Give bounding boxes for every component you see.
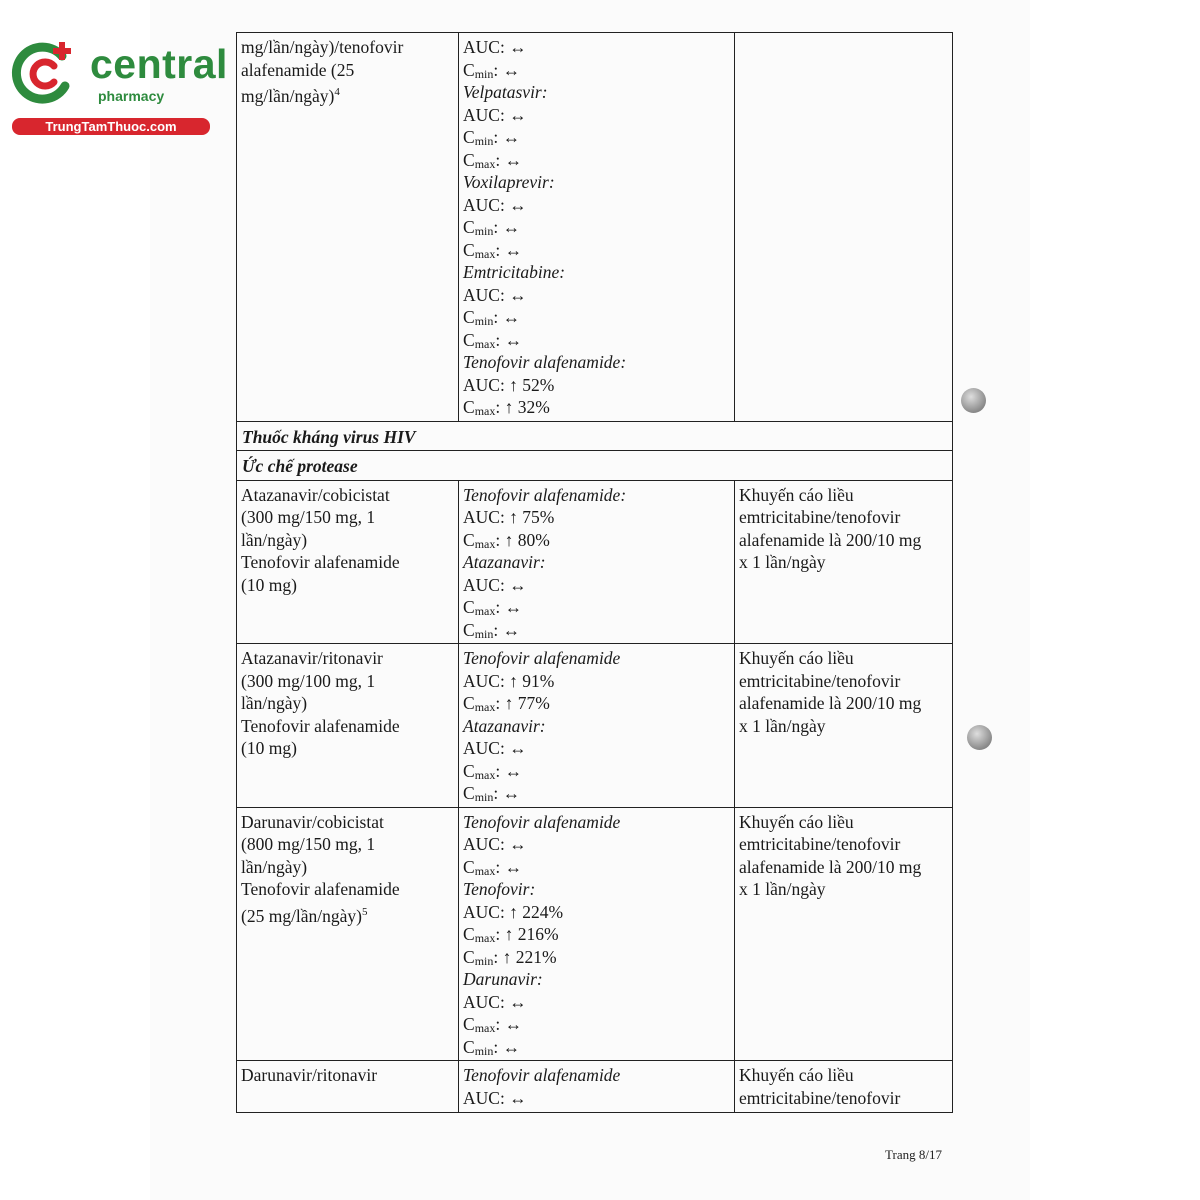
table-row <box>237 33 953 422</box>
pk-parameter: $C_{max}$: ↔ <box>463 149 523 171</box>
punch-hole <box>967 725 992 750</box>
recommendation-cell-line: emtricitabine/tenofovir <box>739 670 901 691</box>
drug-cell-line: Tenofovir alafenamide <box>241 552 400 572</box>
drug-cell-line: alafenamide (25 <box>241 59 355 80</box>
pk-parameter: $C_{max}$: ↑ 80% <box>463 529 550 551</box>
drug-cell-line: mg/lần/ngày)/tenofovir <box>241 37 404 57</box>
pk-effect-cell <box>459 1061 735 1113</box>
table-row <box>237 1061 953 1113</box>
pk-parameter: $C_{max}$: ↔ <box>463 329 523 351</box>
pk-parameter: $C_{max}$: ↔ <box>463 597 523 618</box>
recommendation-cell-line: alafenamide là 200/10 mg <box>739 693 922 713</box>
drug-name-label: Tenofovir alafenamide: <box>463 484 627 505</box>
pk-effect-cell <box>459 644 735 808</box>
recommendation-cell-line: emtricitabine/tenofovir <box>739 507 901 527</box>
punch-hole <box>961 388 986 413</box>
pk-parameter: AUC: ↑ 52% <box>463 374 555 395</box>
section-heading: Ức chế protease <box>237 451 953 481</box>
pk-parameter: $C_{min}$: ↔ <box>463 59 521 81</box>
recommendation-cell <box>735 1061 953 1113</box>
drug-cell-line: (300 mg/100 mg, 1 <box>241 670 376 691</box>
pk-parameter: $C_{max}$: ↑ 77% <box>463 693 550 714</box>
pharmacy-logo-icon <box>10 38 80 108</box>
drug-name-label: Tenofovir alafenamide <box>463 811 621 832</box>
recommendation-cell <box>735 807 953 1061</box>
pk-parameter: $C_{min}$: ↔ <box>463 619 521 641</box>
pk-parameter: $C_{min}$: ↔ <box>463 1036 521 1058</box>
pk-parameter: $C_{min}$: ↔ <box>463 783 521 804</box>
recommendation-cell-line: alafenamide là 200/10 mg <box>739 529 922 550</box>
pk-parameter: AUC: ↑ 75% <box>463 507 555 527</box>
drug-cell-line: Atazanavir/ritonavir <box>241 648 383 668</box>
recommendation-cell-line: emtricitabine/tenofovir <box>739 834 901 854</box>
drug-cell-line: Darunavir/ritonavir <box>241 1065 378 1085</box>
table-row <box>237 480 953 644</box>
drug-name-label: Tenofovir alafenamide <box>463 1065 621 1085</box>
footnote-ref: 5 <box>362 905 368 918</box>
pk-parameter: $C_{min}$: ↔ <box>463 307 521 328</box>
pk-parameter: $C_{max}$: ↑ 32% <box>463 397 550 418</box>
pk-parameter: $C_{max}$: ↑ 216% <box>463 924 559 945</box>
pk-parameter: AUC: ↑ 91% <box>463 670 555 691</box>
drug-name-label: Tenofovir: <box>463 879 536 899</box>
recommendation-cell-line: x 1 lần/ngày <box>739 552 826 572</box>
drug-cell-line: (25 mg/lần/ngày)$^5$ <box>241 905 368 926</box>
drug-cell-line: Tenofovir alafenamide <box>241 879 400 899</box>
drug-cell-line: lần/ngày) <box>241 529 308 550</box>
page-number: Trang 8/17 <box>885 1147 942 1162</box>
recommendation-cell <box>735 33 953 422</box>
pk-parameter: AUC: ↑ 224% <box>463 901 564 922</box>
pk-parameter: $C_{min}$: ↑ 221% <box>463 946 557 968</box>
drug-cell-line: lần/ngày) <box>241 693 308 713</box>
footnote-ref: 4 <box>334 86 340 98</box>
pk-parameter: AUC: ↔ <box>463 738 527 758</box>
logo-sub-text: pharmacy <box>98 88 165 104</box>
pk-parameter: AUC: ↔ <box>463 194 527 215</box>
drug-name-label: Velpatasvir: <box>463 82 548 102</box>
drug-name-label: Tenofovir alafenamide <box>463 648 621 668</box>
recommendation-cell-line: Khuyến cáo liều <box>739 648 854 668</box>
drug-cell-line: Atazanavir/cobicistat <box>241 484 390 505</box>
drug-cell <box>237 480 459 644</box>
table-section-row <box>237 421 953 451</box>
section-heading: Thuốc kháng virus HIV <box>237 421 953 451</box>
pk-parameter: AUC: ↔ <box>463 1087 527 1108</box>
pk-parameter: $C_{max}$: ↔ <box>463 760 523 782</box>
drug-cell-line: mg/lần/ngày)$^4$ <box>241 85 340 106</box>
drug-name-label: Voxilaprevir: <box>463 172 555 192</box>
pk-parameter: $C_{min}$: ↔ <box>463 127 521 148</box>
pk-parameter: $C_{min}$: ↔ <box>463 217 521 238</box>
drug-cell <box>237 807 459 1061</box>
recommendation-cell-line: x 1 lần/ngày <box>739 715 826 736</box>
drug-interaction-table <box>236 32 953 1113</box>
drug-name-label: Atazanavir: <box>463 715 546 736</box>
pk-parameter: AUC: ↔ <box>463 991 527 1012</box>
drug-cell-line: Darunavir/cobicistat <box>241 811 384 832</box>
drug-name-label: Atazanavir: <box>463 552 546 572</box>
drug-cell <box>237 33 459 422</box>
pk-parameter: AUC: ↔ <box>463 834 527 854</box>
drug-cell-line: (300 mg/150 mg, 1 <box>241 507 376 527</box>
drug-name-label: Darunavir: <box>463 969 543 989</box>
recommendation-cell <box>735 480 953 644</box>
pk-effect-cell <box>459 480 735 644</box>
logo-site-banner: TrungTamThuoc.com <box>12 118 210 135</box>
recommendation-cell <box>735 644 953 808</box>
table-row <box>237 807 953 1061</box>
recommendation-cell-line: Khuyến cáo liều <box>739 1065 854 1085</box>
recommendation-cell-line: x 1 lần/ngày <box>739 879 826 899</box>
table-section-row <box>237 451 953 481</box>
recommendation-cell-line: alafenamide là 200/10 mg <box>739 856 922 877</box>
pk-parameter: $C_{max}$: ↔ <box>463 1014 523 1035</box>
recommendation-cell-line: emtricitabine/tenofovir <box>739 1087 901 1108</box>
recommendation-cell-line: Khuyến cáo liều <box>739 811 854 832</box>
pk-parameter: AUC: ↔ <box>463 284 527 305</box>
pk-effect-cell <box>459 807 735 1061</box>
pk-parameter: AUC: ↔ <box>463 37 527 57</box>
logo-brand-text: central <box>90 41 228 87</box>
drug-cell-line: (800 mg/150 mg, 1 <box>241 834 376 854</box>
drug-cell-line: Tenofovir alafenamide <box>241 715 400 736</box>
pk-parameter: $C_{max}$: ↔ <box>463 239 523 261</box>
drug-name-label: Emtricitabine: <box>463 262 566 282</box>
drug-cell <box>237 1061 459 1113</box>
central-pharmacy-logo <box>10 38 228 138</box>
pk-effect-cell <box>459 33 735 422</box>
drug-cell-line: lần/ngày) <box>241 856 308 877</box>
recommendation-cell-line: Khuyến cáo liều <box>739 484 854 505</box>
drug-cell-line: (10 mg) <box>241 574 297 595</box>
drug-name-label: Tenofovir alafenamide: <box>463 352 627 372</box>
drug-cell <box>237 644 459 808</box>
pk-parameter: AUC: ↔ <box>463 104 527 125</box>
drug-cell-line: (10 mg) <box>241 738 297 758</box>
pk-parameter: AUC: ↔ <box>463 574 527 595</box>
pk-parameter: $C_{max}$: ↔ <box>463 856 523 878</box>
table-row <box>237 644 953 808</box>
